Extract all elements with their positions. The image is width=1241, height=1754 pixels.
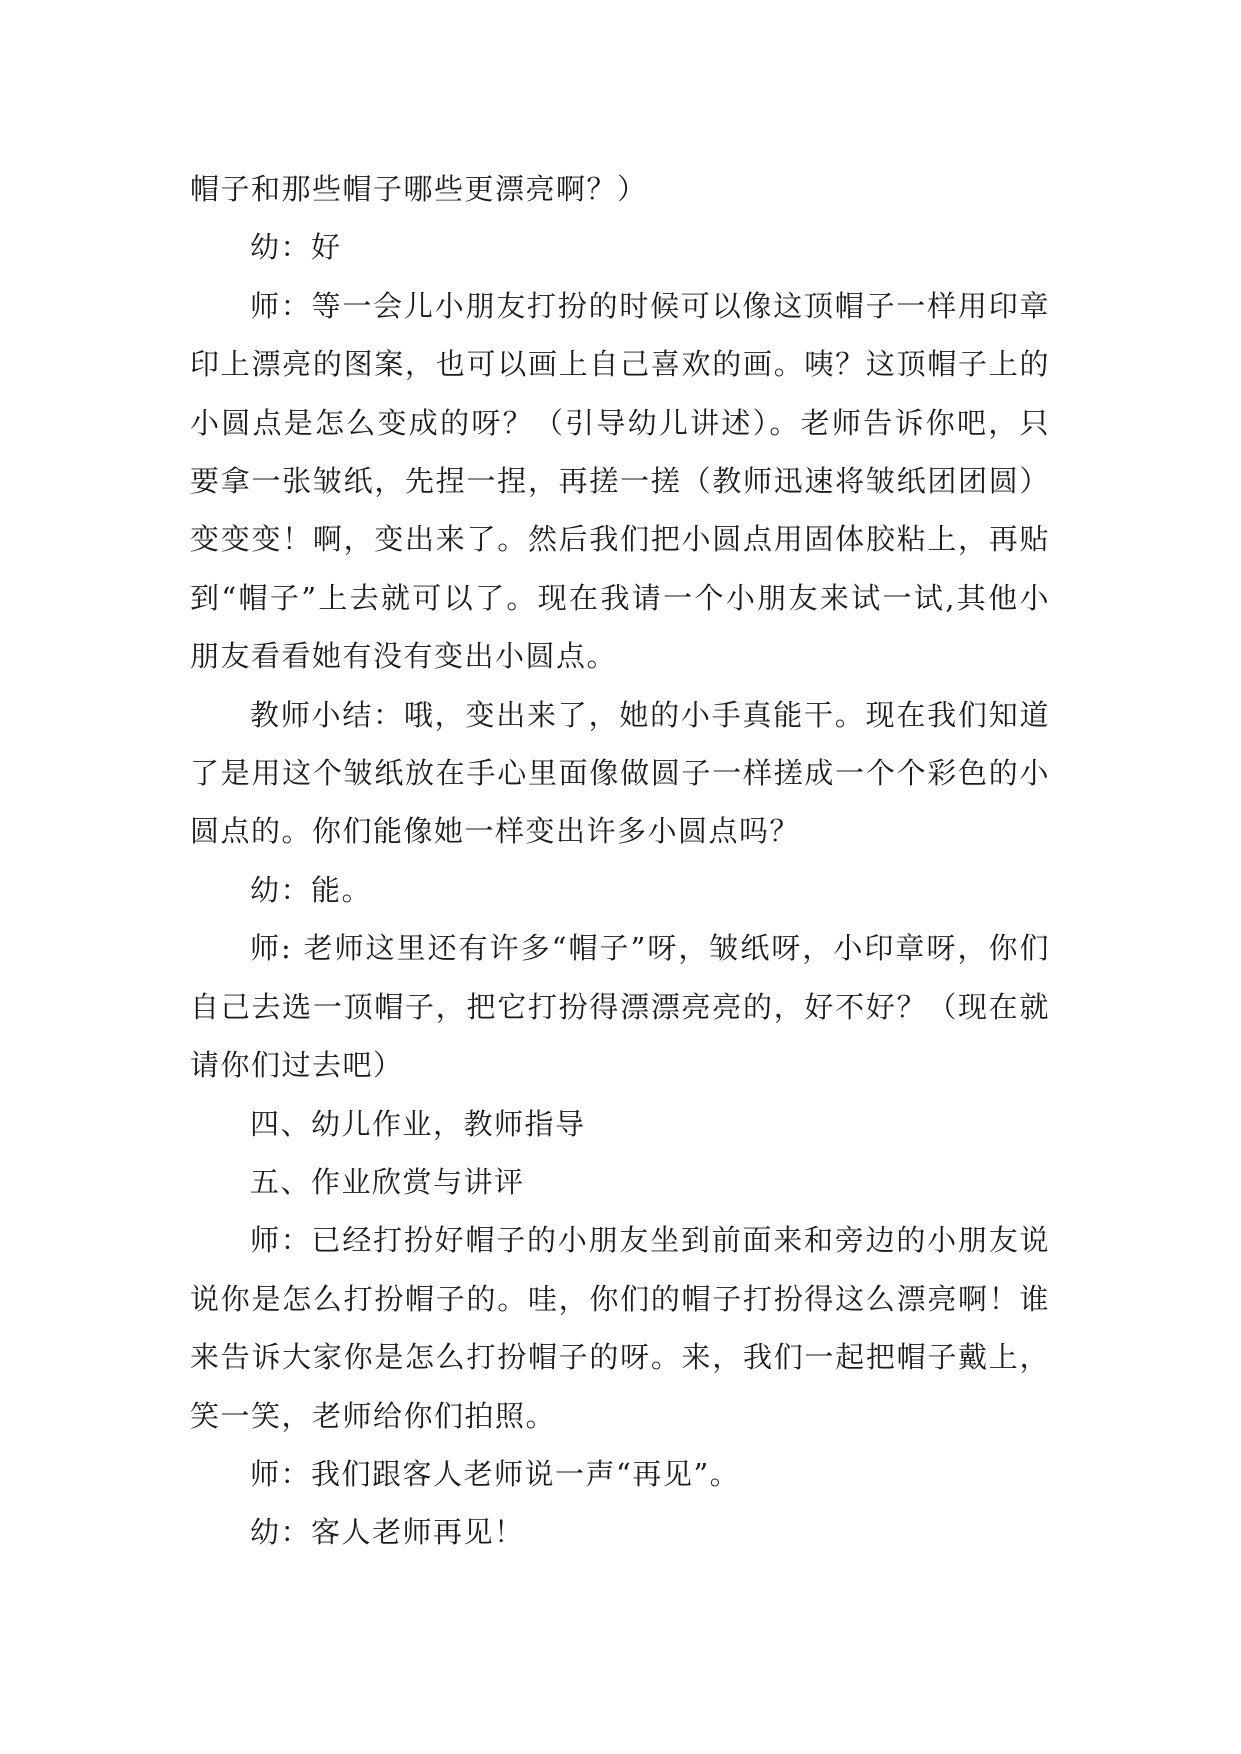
section-heading-five: 五、作业欣赏与讲评	[250, 1164, 525, 1199]
paragraph-hat-question: 帽子和那些帽子哪些更漂亮啊？）	[190, 172, 648, 206]
paragraph-teacher-demo: 师：等一会儿小朋友打扮的时候可以像这顶帽子一样用印章印上漂亮的图案，也可以画上自己喜欢的画。咦？这顶帽子上的小圆点是怎么变成的呀？（引导幼儿讲述）。老师告诉你吧，只要拿一张皱纸，先捏一捏，再搓一搓（教师迅速将皱纸团团圆）变变变！啊，变出来了。然后我们把小圆点用固体胶粘上，再贴到“帽子”上去就可以了。现在我请一个小朋友来试一试,其他小朋友看看她有没有变出小圆点。	[190, 288, 1050, 674]
paragraph-teacher-summary: 教师小结：哦，变出来了，她的小手真能干。现在我们知道了是用这个皱纸放在手心里面像做圆子一样搓成一个个彩色的小圆点的。你们能像她一样变出许多小圆点吗？	[190, 697, 1050, 849]
section-heading-four: 四、幼儿作业，教师指导	[250, 1106, 586, 1141]
paragraph-teacher-goodbye: 师：我们跟客人老师说一声“再见”。	[250, 1456, 741, 1491]
paragraph-teacher-materials: 师: 老师这里还有许多“帽子”呀，皱纸呀，小印章呀，你们自己去选一顶帽子，把它打扮得漂漂亮亮的，好不好？（现在就请你们过去吧）	[190, 931, 1050, 1083]
paragraph-teacher-review: 师：已经打扮好帽子的小朋友坐到前面来和旁边的小朋友说说你是怎么打扮帽子的。哇，你们的帽子打扮得这么漂亮啊！谁来告诉大家你是怎么打扮帽子的呀。来，我们一起把帽子戴上，笑一笑，老师给你们拍照。	[190, 1223, 1050, 1433]
paragraph-child-reply-can: 幼：能。	[250, 872, 373, 907]
paragraph-child-goodbye: 幼：客人老师再见！	[250, 1515, 525, 1550]
paragraph-child-reply-ok: 幼：好	[250, 230, 342, 265]
document-body	[190, 160, 1050, 1562]
